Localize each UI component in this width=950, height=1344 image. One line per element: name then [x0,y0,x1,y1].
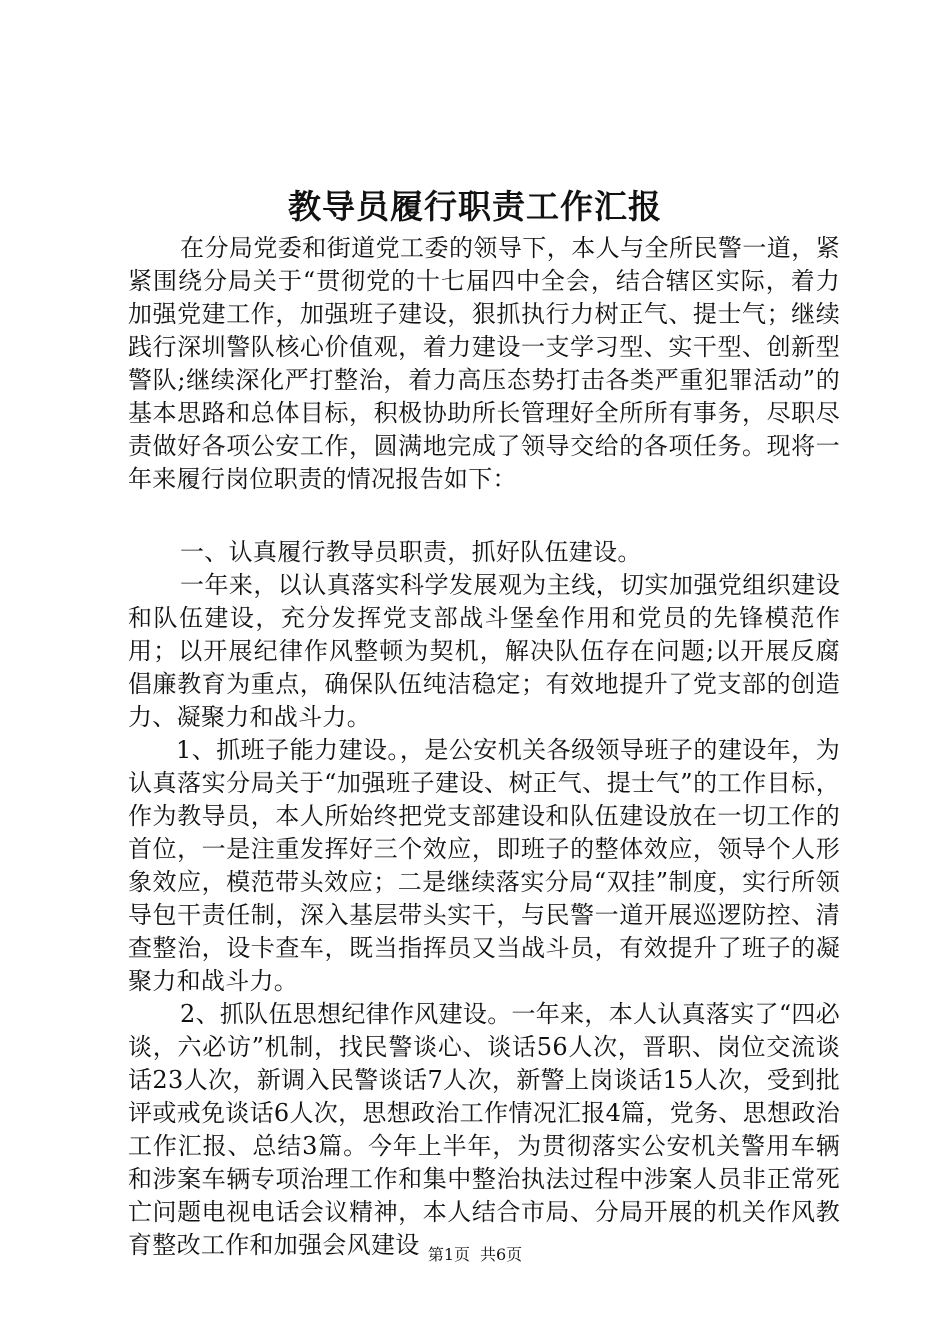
intro-paragraph: 在分局党委和街道党工委的领导下，本人与全所民警一道，紧紧围绕分局关于“贯彻党的十七届四中全会，结合辖区实际，着力加强党建工作，加强班子建设，狠抓执行力树正气、提士气；继续践行深圳警队核心价值观，着力建设一支学习型、实干型、创新型警队;继续深化严打整治，着力高压态势打击各类严重犯罪活动”的基本思路和总体目标，积极协助所长管理好全所所有事务，尽职尽责做好各项公安工作，圆满地完成了领导交给的各项任务。现将一年来履行岗位职责的情况报告如下： [128,234,840,493]
page-footer [0,1244,950,1266]
paragraph-spacer [128,496,840,536]
page-total: 共6页 [480,1245,523,1264]
document-body [128,232,840,1262]
item-2-paragraph: 2、抓队伍思想纪律作风建设。一年来，本人认真落实了“四必谈，六必访”机制，找民警谈心、谈话56人次，晋职、岗位交流谈话23人次，新调入民警谈话7人次，新警上岗谈话15人次，受到批评或戒免谈话6人次，思想政治工作情况汇报4篇，党务、思想政治工作汇报、总结3篇。今年上半年，为贯彻落实公安机关警用车辆和涉案车辆专项治理工作和集中整治执法过程中涉案人员非正常死亡问题电视电话会议精神，本人结合市局、分局开展的机关作风教育整改工作和加强会风建设 [128,1000,840,1259]
document-title: 教导员履行职责工作汇报 [288,187,662,226]
page-number: 第1页 [427,1245,470,1264]
section-paragraph: 一年来，以认真落实科学发展观为主线，切实加强党组织建设和队伍建设，充分发挥党支部战斗堡垒作用和党员的先锋模范作用；以开展纪律作风整顿为契机，解决队伍存在问题;以开展反腐倡廉教育为重点，确保队伍纯洁稳定；有效地提升了党支部的创造力、凝聚力和战斗力。 [128,571,840,731]
section-heading: 一、认真履行教导员职责，抓好队伍建设。 [180,538,642,566]
item-1-paragraph: 1、抓班子能力建设。，是公安机关各级领导班子的建设年，为认真落实分局关于“加强班子建设、树正气、提士气”的工作目标，作为教导员，本人所始终把党支部建设和队伍建设放在一切工作的首位，一是注重发挥好三个效应，即班子的整体效应，领导个人形象效应，模范带头效应；二是继续落实分局“双挂”制度，实行所领导包干责任制，深入基层带头实干，与民警一道开展巡逻防控、清查整治，设卡查车，既当指挥员又当战斗员，有效提升了班子的凝聚力和战斗力。 [128,736,840,995]
